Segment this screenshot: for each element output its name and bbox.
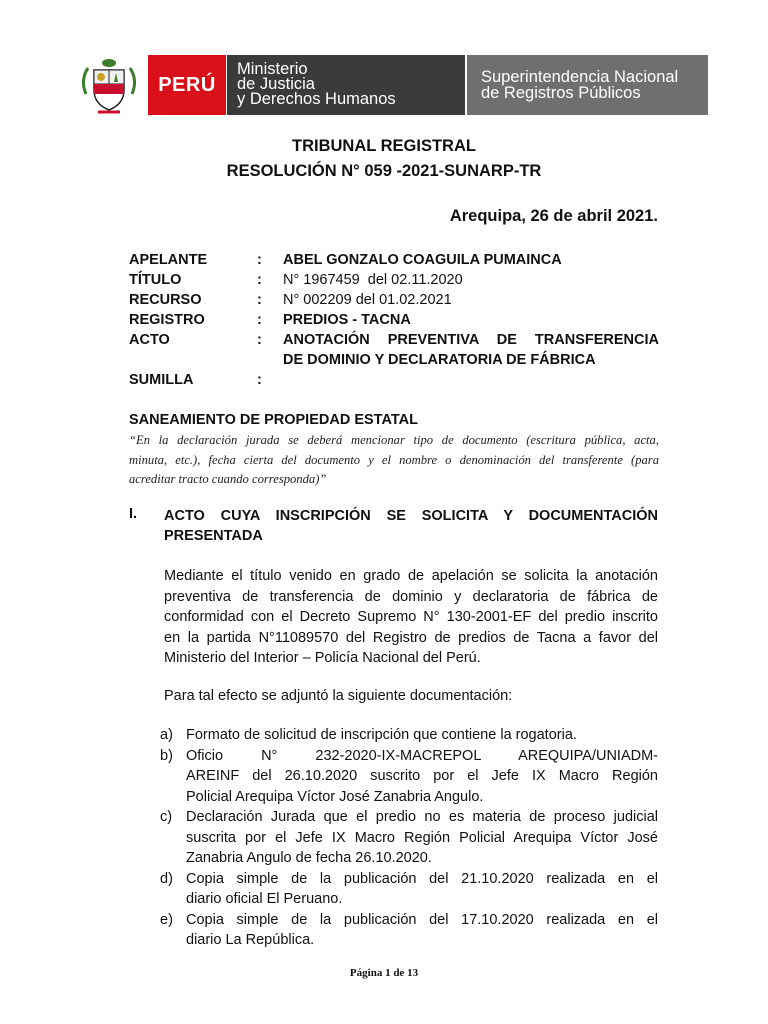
list-item-line: diario La República. [186, 932, 315, 948]
meta-colon: : [257, 332, 262, 348]
paragraph-line: Mediante el título venido en grado de apelación se solicita la anotación [164, 568, 658, 584]
quote-line: minuta, etc.), fecha cierta del documento y el nombre o denominación del transferente (para [129, 452, 659, 467]
list-item [160, 869, 658, 910]
meta-value [283, 330, 659, 370]
meta-colon: : [257, 372, 262, 388]
section-number: I. [129, 506, 138, 522]
meta-row-apelante [129, 250, 659, 270]
section-heading-line: ACTO CUYA INSCRIPCIÓN SE SOLICITA Y DOCUMENTACIÓN [164, 508, 658, 524]
case-metadata [129, 250, 659, 390]
meta-value [283, 370, 659, 390]
sunarp-line: Superintendencia Nacional [481, 68, 679, 86]
list-item-line: Zanabria Angulo de fecha 26.10.2020. [186, 850, 432, 866]
list-item [160, 725, 658, 746]
sunarp-label [467, 55, 708, 115]
meta-label: ACTO [129, 332, 170, 348]
meta-label: REGISTRO [129, 312, 205, 328]
paragraph-docs-intro: Para tal efecto se adjuntó la siguiente documentación: [164, 688, 513, 704]
paragraph-line: en la partida N°11089570 del Registro de predios de Tacna a favor del [164, 629, 658, 646]
meta-colon: : [257, 252, 262, 268]
meta-label: SUMILLA [129, 372, 194, 388]
meta-value: PREDIOS - TACNA [283, 312, 411, 328]
list-item [160, 807, 658, 869]
meta-label: APELANTE [129, 252, 208, 268]
list-item-letter: a) [160, 727, 173, 743]
list-item-line: Formato de solicitud de inscripción que contiene la rogatoria. [186, 727, 577, 743]
meta-value: N° 1967459 del 02.11.2020 [283, 272, 463, 288]
section-heading [164, 506, 658, 546]
list-item-line: Copia simple de la publicación del 17.10.2020 realizada en el [186, 911, 658, 928]
list-item [160, 910, 658, 951]
meta-colon: : [257, 312, 262, 328]
ministry-line: Ministerio [237, 60, 308, 78]
meta-colon: : [257, 272, 262, 288]
paragraph-line: conformidad con el Decreto Supremo N° 130-2001-EF del predio inscrito [164, 609, 658, 625]
meta-label: RECURSO [129, 292, 202, 308]
list-item [160, 746, 658, 808]
page-number: Página 1 de 13 [349, 967, 419, 979]
ministry-line: y Derechos Humanos [237, 90, 396, 108]
list-item-letter: c) [160, 809, 173, 825]
acto-line: DE DOMINIO Y DECLARATORIA DE FÁBRICA [283, 352, 596, 368]
list-item-line: AREINF del 26.10.2020 suscrito por el Jefe IX Macro Región [186, 768, 658, 784]
meta-value: ABEL GONZALO COAGUILA PUMAINCA [283, 252, 562, 268]
paragraph-line: preventiva de transferencia de dominio y declaratoria de fábrica de [164, 588, 658, 605]
peru-label: PERÚ [148, 55, 226, 115]
meta-row-recurso [129, 290, 659, 310]
meta-row-sumilla [129, 370, 659, 390]
meta-row-titulo [129, 270, 659, 290]
section-heading-line: PRESENTADA [164, 528, 263, 544]
sumilla-quote [129, 431, 659, 490]
list-item-line: Oficio N° 232-2020-IX-MACREPOL AREQUIPA/UNIADM- [186, 747, 658, 764]
list-item-line: suscrita por el Jefe IX Macro Región Policial Arequipa Víctor José [186, 829, 658, 846]
ministry-label [227, 55, 465, 115]
resolution-number: RESOLUCIÓN N° 059 -2021-SUNARP-TR [226, 162, 542, 180]
meta-value: N° 002209 del 01.02.2021 [283, 292, 452, 308]
list-item-letter: d) [160, 870, 173, 887]
list-item-letter: b) [160, 747, 173, 764]
quote-line: “En la declaración jurada se deberá mencionar tipo de documento (escritura pública, acta, [129, 433, 659, 447]
meta-label: TÍTULO [129, 272, 182, 288]
list-item-line: Copia simple de la publicación del 21.10.2020 realizada en el [186, 870, 658, 887]
meta-row-registro [129, 310, 659, 330]
acto-line: ANOTACIÓN PREVENTIVA DE TRANSFERENCIA [283, 332, 659, 348]
header-banner [76, 54, 708, 116]
tribunal-title: TRIBUNAL REGISTRAL [292, 137, 476, 155]
paragraph-line: Ministerio del Interior – Policía Nacional del Perú. [164, 650, 481, 666]
ministry-line: de Justicia [237, 75, 315, 93]
document-list [160, 725, 658, 951]
list-item-letter: e) [160, 911, 173, 928]
meta-row-acto [129, 330, 659, 370]
sumilla-heading: SANEAMIENTO DE PROPIEDAD ESTATAL [129, 412, 418, 428]
list-item-line: Policial Arequipa Víctor José Zanabria Angulo. [186, 788, 484, 805]
list-item-line: diario oficial El Peruano. [186, 891, 343, 907]
list-item-line: Declaración Jurada que el predio no es materia de proceso judicial [186, 809, 658, 825]
paragraph-intro [164, 566, 658, 669]
quote-line: acreditar tracto cuando corresponda)” [129, 472, 327, 486]
coat-of-arms-icon [76, 54, 142, 116]
resolution-date: Arequipa, 26 de abril 2021. [449, 207, 658, 225]
sunarp-line: de Registros Públicos [481, 84, 641, 102]
meta-colon: : [257, 292, 262, 308]
